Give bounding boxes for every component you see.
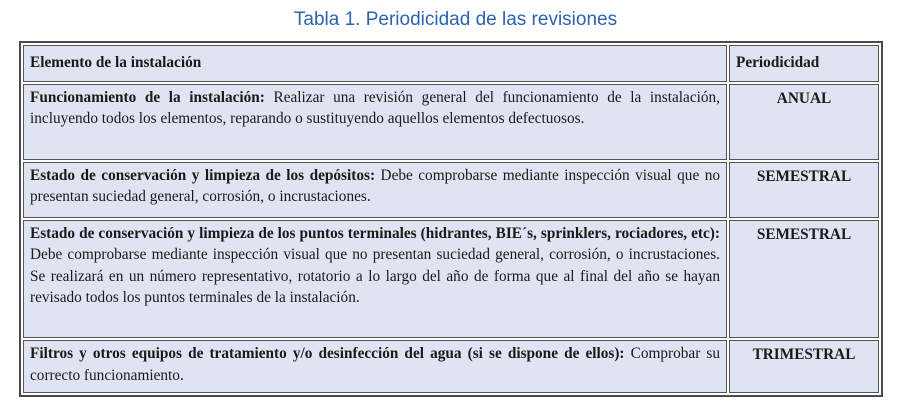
row-text: Realizar una revisión general del funcionamiento de la instalación, incluyendo todos los elementos, reparando o sustituyendo aquellos elementos defectuosos.	[30, 88, 720, 128]
table-row	[23, 162, 879, 218]
header-element: Elemento de la instalación	[23, 45, 727, 82]
table-header-row	[23, 45, 879, 82]
row-description	[23, 162, 727, 218]
row-title: Estado de conservación y limpieza de los depósitos:	[30, 166, 376, 184]
row-description	[23, 340, 727, 393]
row-period: TRIMESTRAL	[729, 340, 879, 393]
row-title: Funcionamiento de la instalación:	[30, 88, 265, 106]
table-row	[23, 220, 879, 338]
row-period: SEMESTRAL	[729, 162, 879, 218]
row-title: Filtros y otros equipos de tratamiento y/o desinfección del agua (si se dispone de ellos):	[30, 345, 625, 363]
row-description	[23, 84, 727, 160]
table-row	[23, 84, 879, 160]
row-period: ANUAL	[729, 84, 879, 160]
row-text: Debe comprobarse mediante inspección visual que no presentan suciedad general, corrosión, o incrustaciones.	[30, 166, 721, 206]
row-text: Debe comprobarse mediante inspección visual que no presentan suciedad general, corrosión, o incrustaciones. Se realizará en un número representativo, rotatorio a lo largo del año de forma que al final del año se hayan revisado todos los puntos terminales de la instalación.	[30, 246, 720, 307]
row-title: Estado de conservación y limpieza de los puntos terminales (hidrantes, BIE´s, sprinklers, rociadores, etc):	[30, 224, 720, 242]
header-period: Periodicidad	[729, 45, 879, 82]
row-description	[23, 220, 727, 338]
row-text: Comprobar su correcto funcionamiento.	[30, 345, 720, 384]
revision-table	[19, 41, 883, 397]
table-row	[23, 340, 879, 393]
row-period: SEMESTRAL	[729, 220, 879, 338]
table-caption: Tabla 1. Periodicidad de las revisiones	[293, 9, 618, 30]
